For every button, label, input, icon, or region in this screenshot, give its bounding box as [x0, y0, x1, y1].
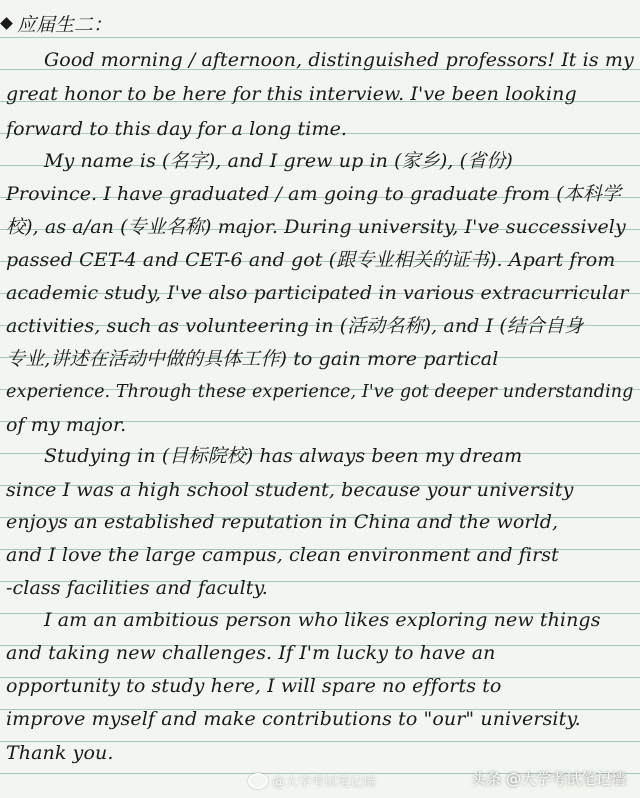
text-line-22: Thank you.: [6, 742, 114, 764]
text-line-9: activities, such as volunteering in (活动名称), and I (结合自身: [6, 315, 584, 337]
text-line-4: My name is (名字), and I grew up in (家乡), (省份): [44, 150, 513, 172]
text-line-12: of my major.: [6, 414, 127, 436]
section-heading: [2, 10, 112, 36]
text-line-20: opportunity to study here, I will spare no efforts to: [6, 675, 502, 697]
text-line-8: academic study, I've also participated in various extracurricular: [6, 282, 629, 304]
text-line-2: great honor to be here for this interview. I've been looking: [6, 83, 577, 105]
text-line-7: passed CET-4 and CET-6 and got (跟专业相关的证书). Apart from: [6, 249, 616, 271]
text-line-21: improve myself and make contributions to "our" university.: [6, 708, 581, 730]
weibo-watermark-text: @大学考试笔记墙: [272, 775, 377, 790]
toutiao-watermark: 头条 @大学考试笔记墙: [471, 770, 626, 788]
text-line-17: -class facilities and faculty.: [6, 577, 268, 599]
diamond-bullet-icon: [0, 17, 13, 30]
weibo-watermark: [248, 771, 376, 790]
text-line-1: Good morning / afternoon, distinguished professors! It is my: [44, 49, 634, 71]
text-line-18: I am an ambitious person who likes exploring new things: [44, 609, 601, 631]
text-line-13: Studying in (目标院校) has always been my dream: [44, 445, 523, 467]
text-line-14: since I was a high school student, because your university: [6, 479, 574, 501]
text-line-11: experience. Through these experience, I've got deeper understanding: [6, 382, 634, 402]
heading-text: 应届生二：: [17, 13, 113, 36]
text-line-19: and taking new challenges. If I'm lucky to have an: [6, 642, 496, 664]
text-line-5: Province. I have graduated / am going to graduate from (本科学: [6, 183, 622, 205]
text-line-6: 校), as a/an (专业名称) major. During university, I've successively: [6, 216, 626, 238]
weibo-icon: [248, 773, 268, 789]
text-line-15: enjoys an established reputation in China and the world,: [6, 511, 559, 533]
text-line-10: 专业,讲述在活动中做的具体工作) to gain more partical: [6, 348, 499, 370]
text-line-3: forward to this day for a long time.: [6, 118, 348, 140]
text-line-16: and I love the large campus, clean environment and first: [6, 544, 559, 566]
